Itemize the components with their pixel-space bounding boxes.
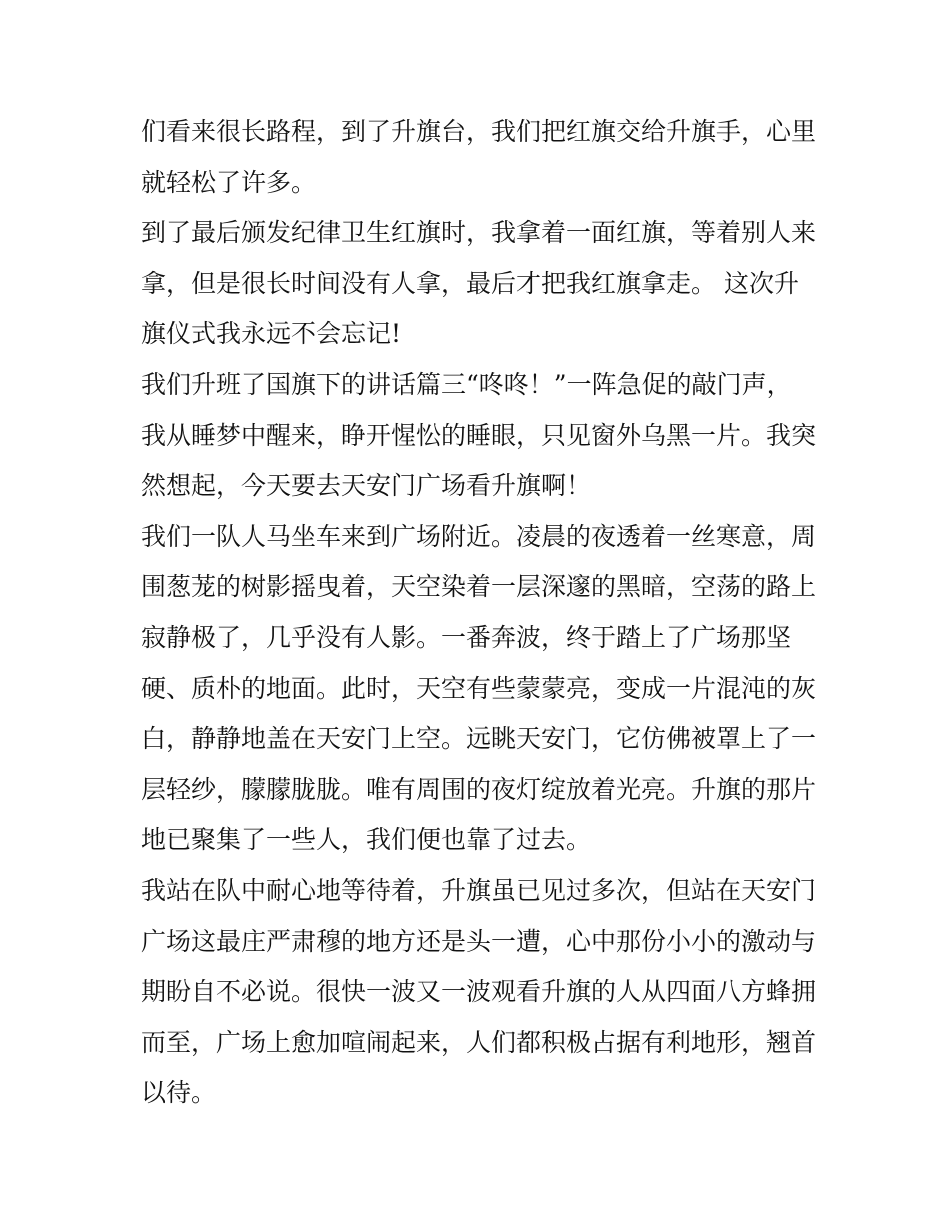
text-line: 旗仪式我永远不会忘记! xyxy=(141,319,402,349)
text-line: 白，静静地盖在天安门上空。远眺天安门，它仿佛被罩上了一 xyxy=(141,724,817,754)
text-line: 我从睡梦中醒来，睁开惺忪的睡眼，只见窗外乌黑一片。我突 xyxy=(141,420,817,450)
text-line: 寂静极了，几乎没有人影。一番奔波，终于踏上了广场那坚 xyxy=(141,622,792,652)
body-text xyxy=(141,107,821,1119)
text-line: 拿，但是很长时间没有人拿，最后才把我红旗拿走。 这次升 xyxy=(141,268,799,298)
text-line: 到了最后颁发纪律卫生红旗时，我拿着一面红旗，等着别人来 xyxy=(141,218,817,248)
text-line: 就轻松了许多。 xyxy=(141,167,317,197)
text-line: 广场这最庄严肃穆的地方还是头一遭，心中那份小小的激动与 xyxy=(141,926,817,956)
text-line: 硬、质朴的地面。此时，天空有些蒙蒙亮，变成一片混沌的灰 xyxy=(141,673,817,703)
text-line: 地已聚集了一些人，我们便也靠了过去。 xyxy=(141,825,592,855)
text-line: 以待。 xyxy=(141,1078,217,1108)
text-line: 们看来很长路程，到了升旗台，我们把红旗交给升旗手，心里 xyxy=(141,117,817,146)
text-line: 层轻纱，朦朦胧胧。唯有周围的夜灯绽放着光亮。升旗的那片 xyxy=(141,774,817,804)
text-line: 期盼自不必说。很快一波又一波观看升旗的人从四面八方蜂拥 xyxy=(141,977,817,1007)
text-line: 然想起，今天要去天安门广场看升旗啊！ xyxy=(141,471,592,501)
text-line: 而至，广场上愈加喧闹起来，人们都积极占据有利地形，翘首 xyxy=(141,1027,817,1057)
text-line: 围葱茏的树影摇曳着，天空染着一层深邃的黑暗，空荡的路上 xyxy=(141,572,817,602)
text-line: 我们一队人马坐车来到广场附近。凌晨的夜透着一丝寒意，周 xyxy=(141,521,817,551)
text-line: 我站在队中耐心地等待着，升旗虽已见过多次，但站在天安门 xyxy=(141,875,817,905)
text-line: 我们升班了国旗下的讲话篇三“咚咚！”一阵急促的敲门声， xyxy=(141,369,792,399)
